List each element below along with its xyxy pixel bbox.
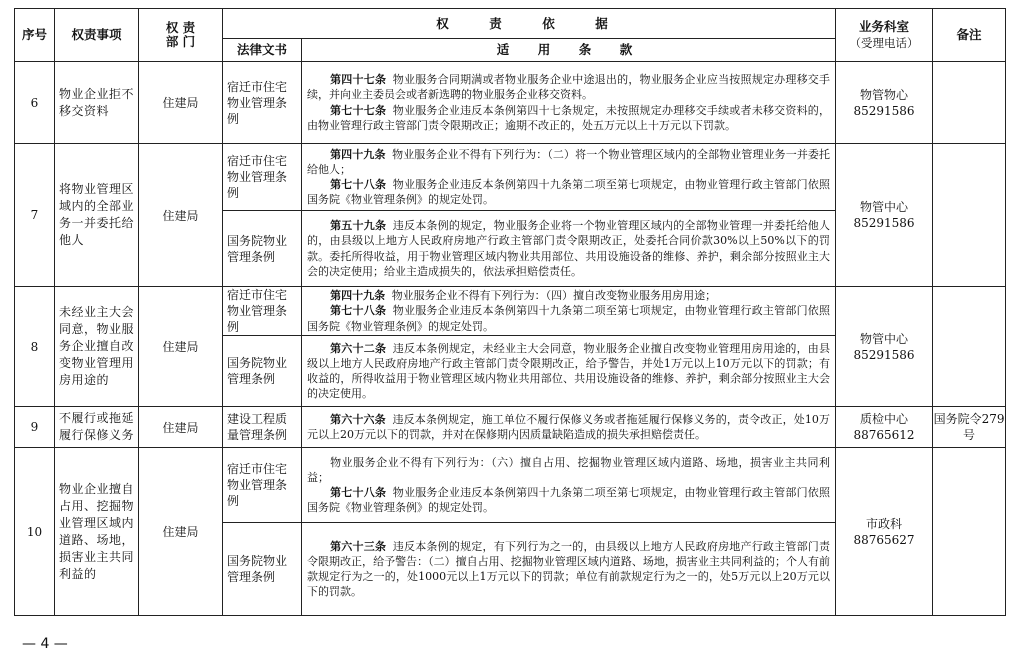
article-text: 违反本条例的规定，有下列行为之一的，由县级以上地方人民政府房地产行政主管部门责令限期改正，给予警告：（二）擅自占用、挖掘物业管理区域内道路、场地，损害业主共同利益的；个人有前款规定行为之一的，处1000元以上1万元以下的罚款；单位有前款规定行为之一的，处5万元以上20万元以下的罚款。 [307,539,831,599]
clause-paragraph [307,218,830,279]
article-number: 第五十九条 [330,219,387,233]
header-office-label: 业务科室 [859,19,910,34]
office-phone: 85291586 [853,103,915,118]
law-document: 宿迁市住宅物业管理条例 [223,62,302,144]
clause-paragraph [307,103,830,133]
article-text: 物业服务企业违反本条例第四十七条规定，未按照规定办理移交手续或者未移交资料的，由物业管理行政主管部门责令限期改正；逾期不改正的，处五万元以上十万元以下罚款。 [307,103,831,132]
article-text: 物业服务企业违反本条例第四十九条第二项至第七项规定，由物业管理行政主管部门依照国务院《物业管理条例》的规定处罚。 [307,304,831,333]
office-name: 市政科 [866,516,903,531]
header-office-phone: （受理电话） [849,36,919,50]
row-office [836,407,933,448]
clause-paragraph [307,288,830,303]
article-text: 物业服务企业不得有下列行为：（四）擅自改变物业服务用房用途； [391,289,717,303]
office-name: 质检中心 [860,412,909,426]
header-item: 权责事项 [55,9,139,62]
law-clauses [302,407,836,448]
table-row [15,287,1006,336]
row-seq: 9 [15,407,55,448]
article-number: 第七十八条 [330,178,387,191]
row-item: 物业企业拒不移交资料 [55,62,139,144]
clause-paragraph [307,72,830,102]
article-number: 第七十七条 [330,103,387,117]
law-clauses [302,523,836,616]
clause-paragraph [307,147,830,177]
law-document: 宿迁市住宅物业管理条例 [223,448,302,523]
header-dept: 权 责 部 门 [139,9,223,62]
row-seq: 7 [15,144,55,287]
article-number: 第六十二条 [330,341,387,355]
law-clauses [302,448,836,523]
office-name: 物管物心 [860,87,909,102]
clause-paragraph [307,485,830,515]
header-remark: 备注 [933,9,1006,62]
clause-paragraph [307,539,830,600]
law-document: 宿迁市住宅物业管理条例 [223,287,302,336]
law-document: 建设工程质量管理条例 [223,407,302,448]
office-name: 物管中心 [860,200,909,214]
article-text: 物业服务企业不得有下列行为：（六）擅自占用、挖掘物业管理区域内道路、场地，损害业主共同利益； [307,455,831,484]
header-law-doc: 法律文书 [223,39,302,62]
article-number: 第四十九条 [330,147,386,161]
page-number: — 4 — [22,636,68,652]
law-clauses [302,144,836,211]
row-dept: 住建局 [139,448,223,616]
article-text: 物业服务企业违反本条例第四十九条第二项至第七项规定，由物业管理行政主管部门依照国务院《物业管理条例》的规定处罚。 [307,486,831,515]
law-document: 国务院物业管理条例 [223,336,302,407]
clause-paragraph [307,177,830,207]
row-dept: 住建局 [139,62,223,144]
table-row [15,407,1006,448]
article-text: 物业服务企业违反本条例第四十九条第二项至第七项规定，由物业管理行政主管部门依照国务院《物业管理条例》的规定处罚。 [307,178,831,207]
row-dept: 住建局 [139,144,223,287]
clause-paragraph [307,341,830,402]
article-number: 第四十七条 [330,73,387,87]
row-office [836,448,933,616]
article-number: 第六十三条 [330,539,387,553]
law-clauses [302,211,836,287]
row-office [836,144,933,287]
row-remark [933,144,1006,287]
law-clauses [302,287,836,336]
article-text: 违反本条例规定，未经业主大会同意，物业服务企业擅自改变物业管理用房用途的，由县级以上地方人民政府房地产行政主管部门责令限期改正，给予警告，并处1万元以上10万元以下的罚款；有收益的，所得收益用于物业管理区域内物业共用部位、共用设施设备的维修、养护，剩余部分按照业主大会的决定使用。 [307,341,831,401]
clause-paragraph [307,455,830,485]
office-phone: 85291586 [853,347,915,362]
row-item: 物业企业擅自占用、挖掘物业管理区域内道路、场地，损害业主共同利益的 [55,448,139,616]
office-phone: 88765612 [853,428,915,442]
article-text: 物业服务企业不得有下列行为：（二）将一个物业管理区域内的全部物业管理业务一并委托给他人； [307,147,831,176]
article-number: 第四十九条 [330,289,386,303]
article-number: 第六十六条 [330,412,386,426]
article-text: 违反本条例规定，施工单位不履行保修义务或者拖延履行保修义务的，责令改正，处10万元以上20万元以下的罚款，并对在保修期内因质量缺陷造成的损失承担赔偿责任。 [307,412,831,441]
table-row [15,144,1006,211]
row-item: 未经业主大会同意，物业服务企业擅自改变物业管理用房用途的 [55,287,139,407]
office-name: 物管中心 [860,331,909,346]
row-item: 不履行或拖延履行保修义务 [55,407,139,448]
office-phone: 88765627 [853,532,915,547]
article-number: 第七十八条 [330,304,387,318]
row-remark [933,448,1006,616]
clause-paragraph [307,412,830,442]
row-dept: 住建局 [139,407,223,448]
row-item: 将物业管理区域内的全部业务一并委托给他人 [55,144,139,287]
law-clauses [302,62,836,144]
article-text: 违反本条例的规定，物业服务企业将一个物业管理区域内的全部物业管理一并委托给他人的，由县级以上地方人民政府房地产行政主管部门责令限期改正，处委托合同价款30%以上50%以下的罚款。委托所得收益，用于物业管理区域内物业共用部位、共用设施设备的维修、养护，剩余部分按照业主大会的决定使用；给业主造成损失的，依法承担赔偿责任。 [307,219,831,278]
row-remark: 国务院令279号 [933,407,1006,448]
row-seq: 6 [15,62,55,144]
header-seq: 序号 [15,9,55,62]
row-seq: 8 [15,287,55,407]
table-row [15,448,1006,523]
table-row [15,62,1006,144]
header-clauses: 适 用 条 款 [302,39,836,62]
row-office [836,62,933,144]
law-document: 国务院物业管理条例 [223,523,302,616]
header-office [836,9,933,62]
row-dept: 住建局 [139,287,223,407]
authority-table [14,8,1006,616]
header-row-1 [15,9,1006,39]
row-remark [933,62,1006,144]
office-phone: 85291586 [853,216,915,230]
row-seq: 10 [15,448,55,616]
row-remark [933,287,1006,407]
law-document: 宿迁市住宅物业管理条例 [223,144,302,211]
law-clauses [302,336,836,407]
article-number: 第七十八条 [330,486,387,499]
row-office [836,287,933,407]
header-basis: 权 责 依 据 [223,9,836,39]
article-text: 物业服务合同期满或者物业服务企业中途退出的，物业服务企业应当按照规定办理移交手续，并向业主委员会或者新选聘的物业服务企业移交资料。 [307,73,831,102]
law-document: 国务院物业管理条例 [223,211,302,287]
clause-paragraph [307,303,830,333]
